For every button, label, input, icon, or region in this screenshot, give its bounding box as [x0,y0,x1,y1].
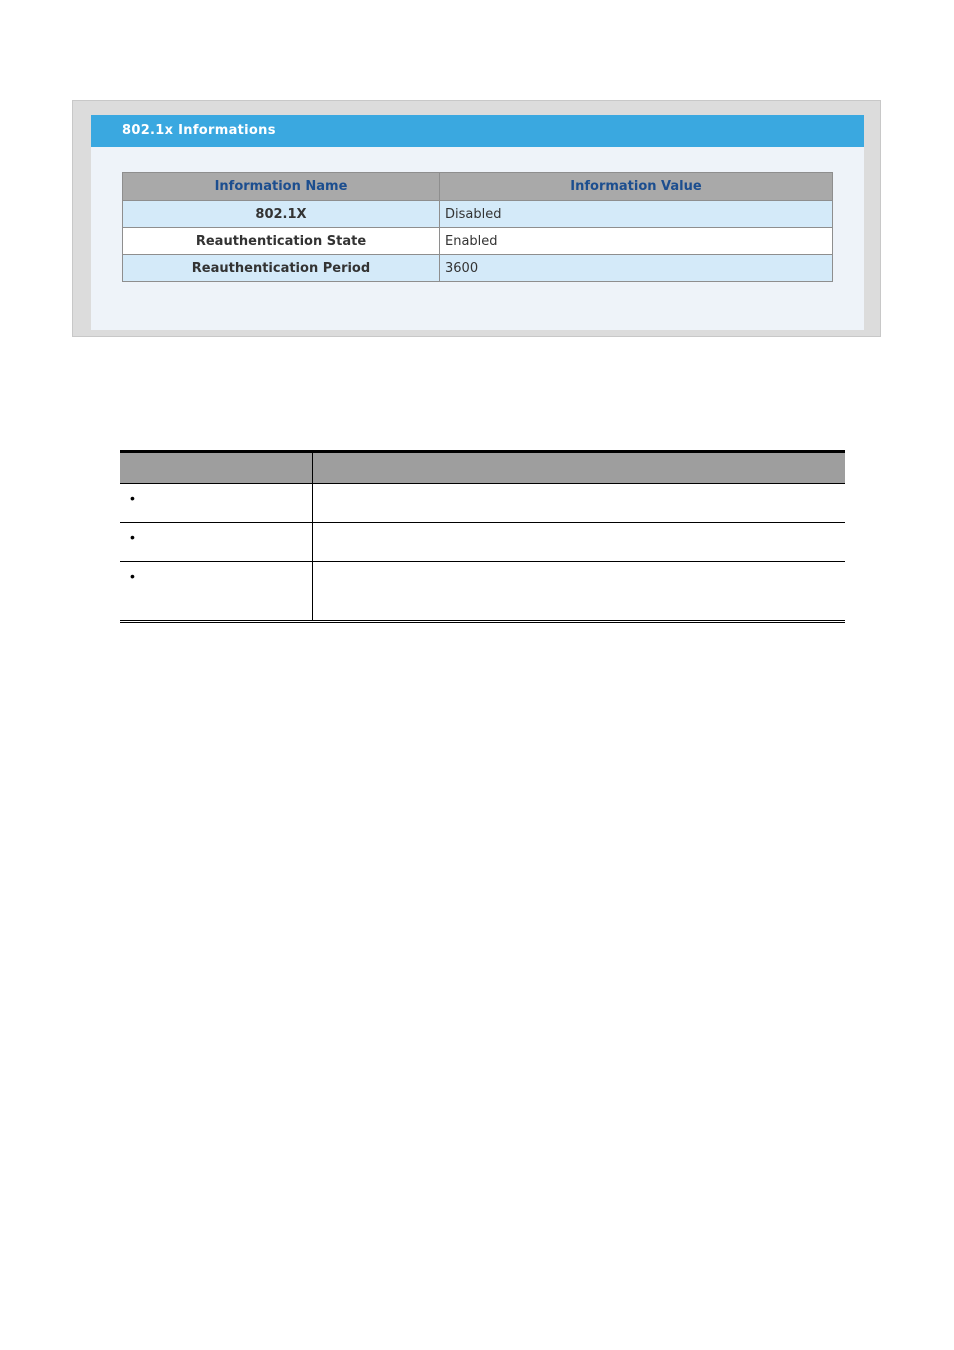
description-text-cell [313,523,846,562]
description-row [120,562,845,622]
column-header-value: Information Value [440,173,833,201]
info-value-cell: 3600 [440,255,833,282]
information-table [122,172,833,282]
info-panel [91,115,864,330]
info-name-cell: Reauthentication State [123,228,440,255]
table-row [123,201,833,228]
info-value-cell: Enabled [440,228,833,255]
description-object-cell [120,562,313,622]
description-text-cell [313,562,846,622]
description-text-cell [313,484,846,523]
description-header-row [120,452,845,484]
bullet-icon: • [130,529,135,545]
description-table [120,450,845,623]
description-object-cell [120,523,313,562]
screenshot-frame [72,100,881,337]
description-header-description [313,452,846,484]
info-value-cell: Disabled [440,201,833,228]
table-row [123,255,833,282]
bullet-icon: • [130,490,135,506]
description-row [120,484,845,523]
panel-title: 802.1x Informations [91,115,864,147]
table-header-row [123,173,833,201]
column-header-name: Information Name [123,173,440,201]
bullet-icon: • [130,568,135,584]
table-row [123,228,833,255]
description-object-cell [120,484,313,523]
description-header-object [120,452,313,484]
info-name-cell: 802.1X [123,201,440,228]
info-name-cell: Reauthentication Period [123,255,440,282]
description-row [120,523,845,562]
